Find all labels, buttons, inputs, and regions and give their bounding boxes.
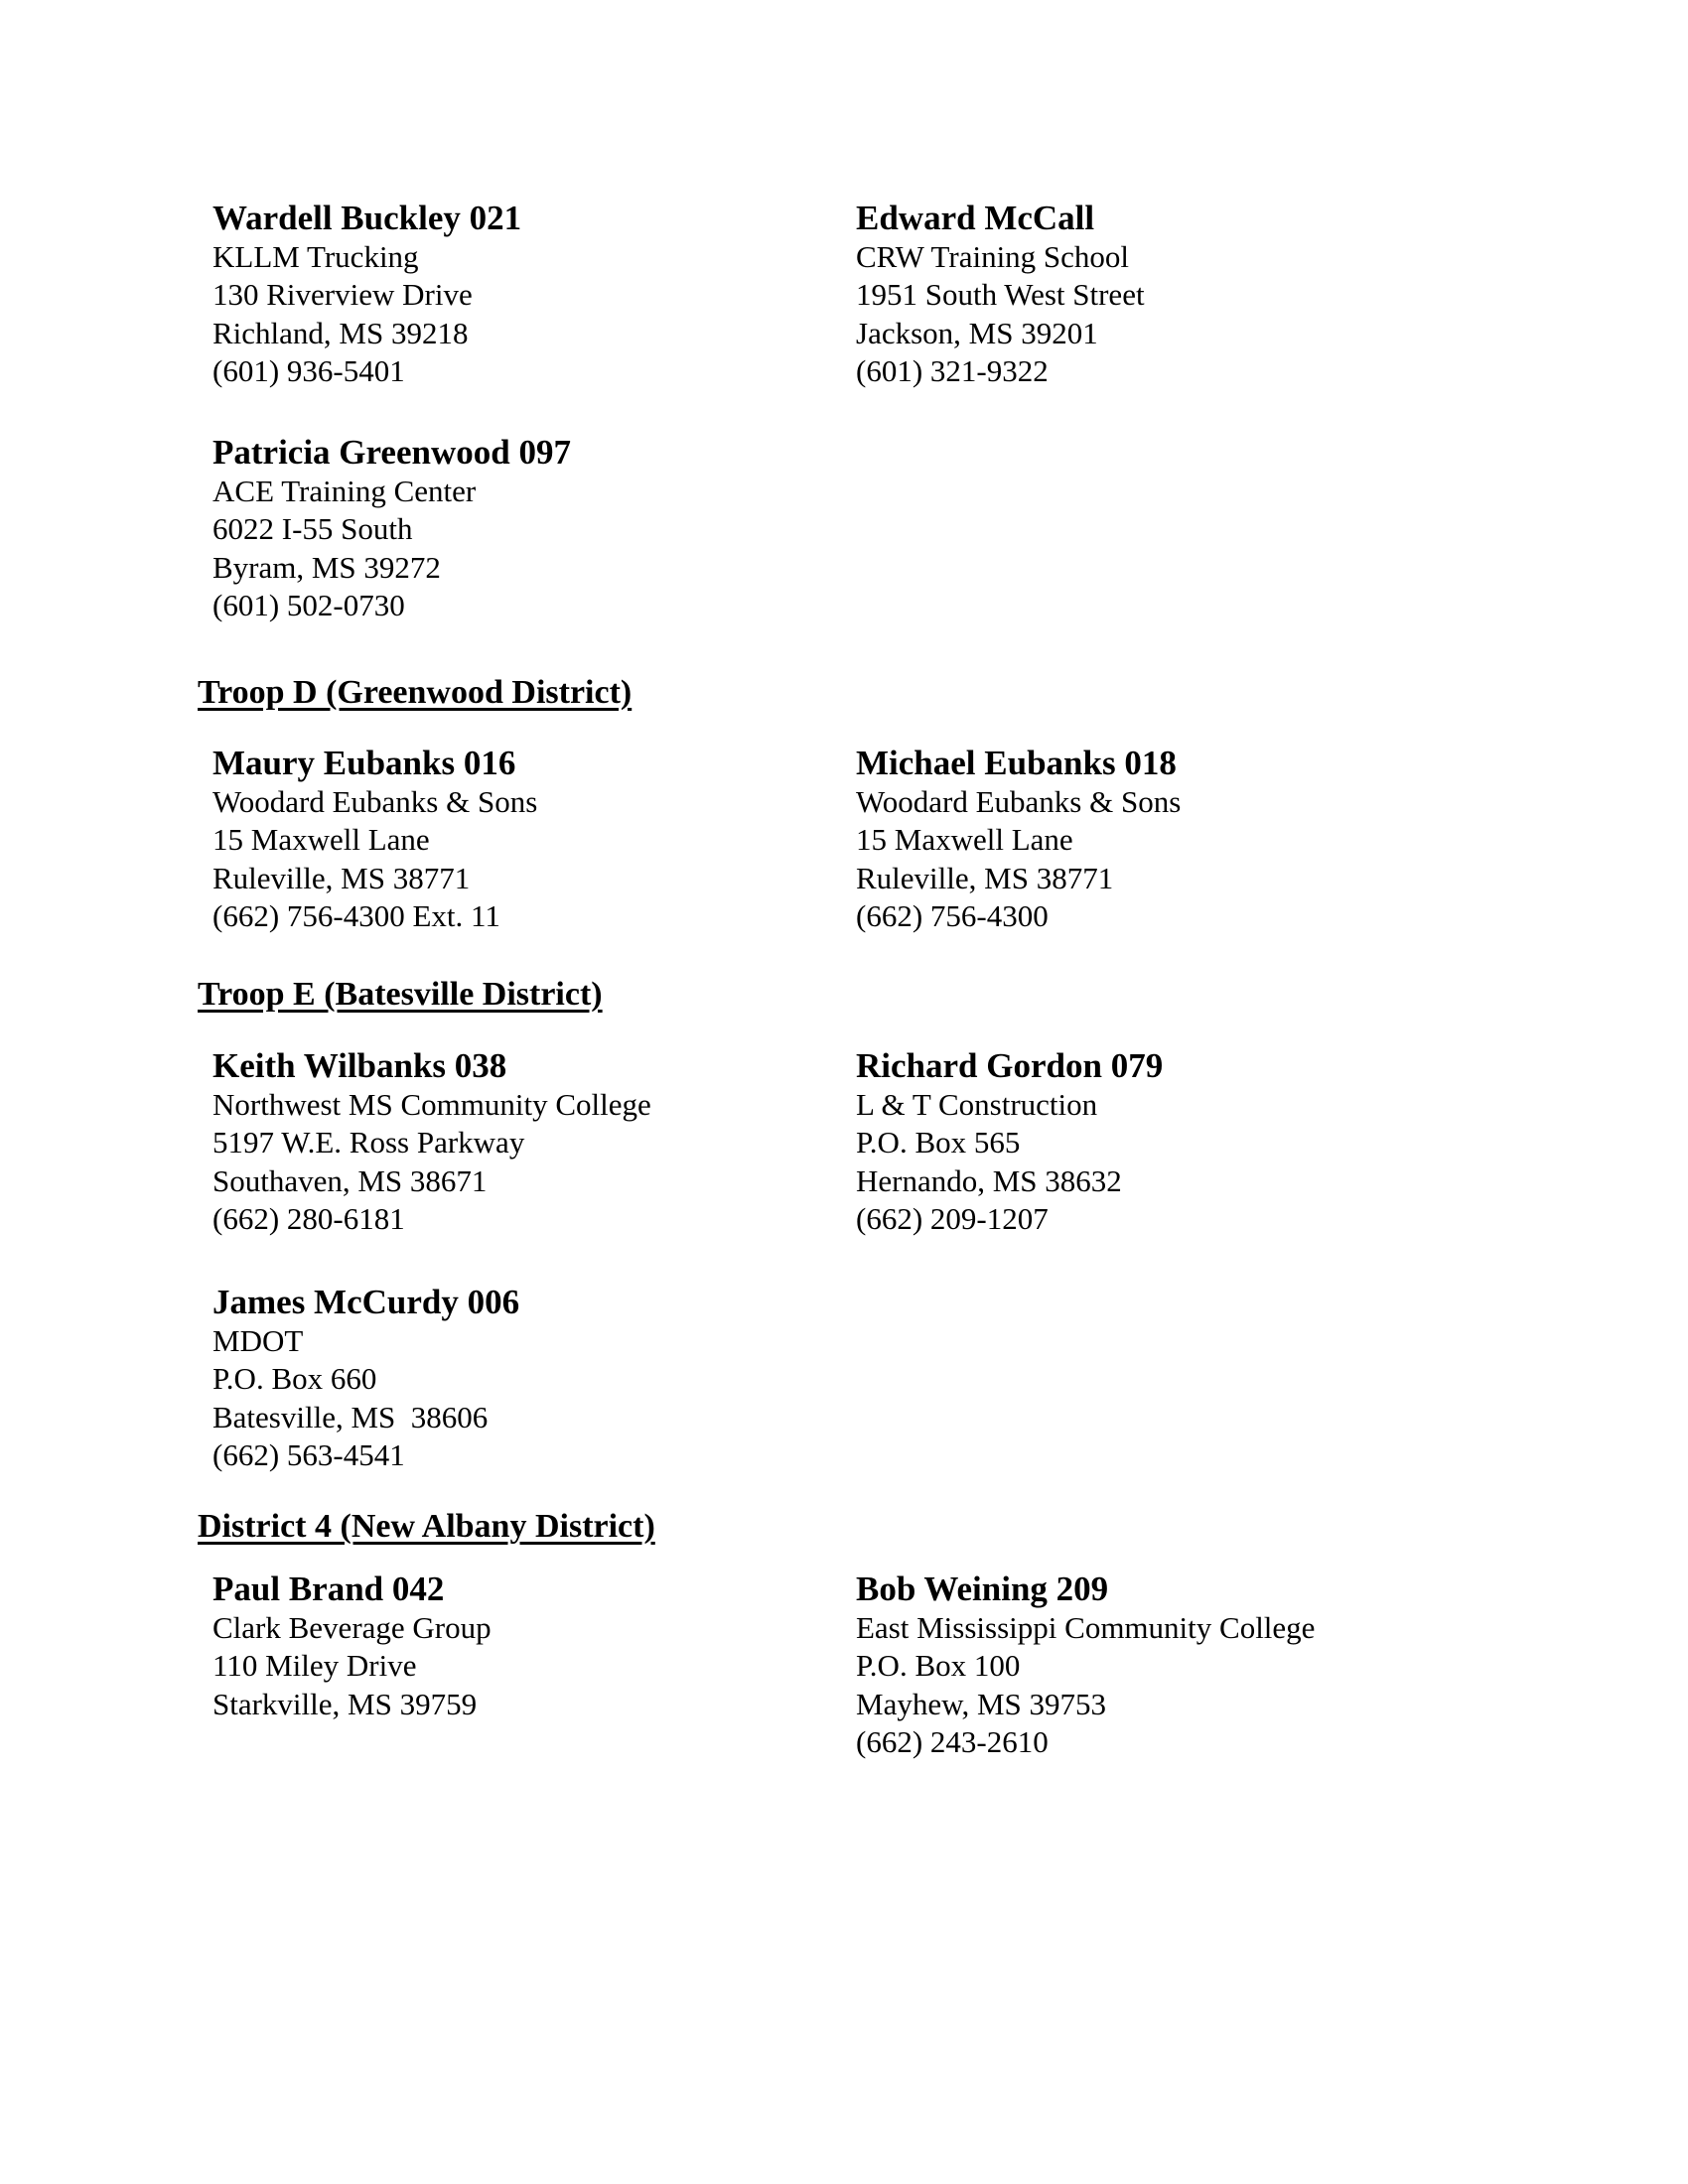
contact-name: James McCurdy 006 [212,1283,520,1321]
contact-phone: (662) 563-4541 [212,1436,405,1472]
contact-name: Wardell Buckley 021 [212,199,522,237]
contact-name: Keith Wilbanks 038 [212,1046,507,1085]
contact-name: Bob Weining 209 [856,1570,1109,1608]
contact-entry-michael-eubanks [856,744,1472,935]
contact-city-state-zip: Richland, MS 39218 [212,315,469,350]
contact-name: Patricia Greenwood 097 [212,433,571,472]
section-heading-troop-d: Troop D (Greenwood District) [198,674,633,711]
contact-street: P.O. Box 565 [856,1125,1021,1160]
contact-organization: Woodard Eubanks & Sons [212,784,538,819]
contact-organization: L & T Construction [856,1087,1098,1122]
contact-name: Edward McCall [856,199,1095,237]
contact-entry-richard-gordon [856,1046,1472,1238]
section-heading-district-4: District 4 (New Albany District) [198,1508,655,1545]
contact-organization: Clark Beverage Group [212,1610,492,1645]
contact-street: P.O. Box 100 [856,1648,1021,1684]
contact-city-state-zip: Ruleville, MS 38771 [212,860,471,895]
contact-name: Paul Brand 042 [212,1570,445,1608]
contact-phone: (662) 756-4300 Ext. 11 [212,897,500,933]
contact-street: 110 Miley Drive [212,1648,417,1684]
contact-phone: (662) 280-6181 [212,1200,405,1236]
contact-organization: ACE Training Center [212,474,477,508]
contact-name: Richard Gordon 079 [856,1046,1164,1085]
contact-street: 6022 I-55 South [212,511,413,547]
contact-organization: Northwest MS Community College [212,1087,651,1122]
contact-phone: (662) 243-2610 [856,1723,1049,1759]
contact-organization: KLLM Trucking [212,239,419,274]
contact-name: Maury Eubanks 016 [212,744,516,782]
contact-organization: Woodard Eubanks & Sons [856,784,1182,819]
contact-phone: (601) 502-0730 [212,587,405,622]
contact-entry-keith-wilbanks [212,1046,828,1238]
contact-organization: MDOT [212,1323,304,1358]
contact-street: 15 Maxwell Lane [212,822,430,858]
contact-phone: (601) 936-5401 [212,352,405,388]
contact-city-state-zip: Hernando, MS 38632 [856,1162,1122,1198]
contact-phone: (662) 209-1207 [856,1200,1049,1236]
contact-city-state-zip: Jackson, MS 39201 [856,315,1098,350]
contact-street: 15 Maxwell Lane [856,822,1073,858]
contact-city-state-zip: Byram, MS 39272 [212,549,441,585]
contact-street: 130 Riverview Drive [212,277,473,313]
contact-name: Michael Eubanks 018 [856,744,1177,782]
contact-entry-paul-brand [212,1570,828,1723]
contact-street: P.O. Box 660 [212,1361,377,1397]
contact-city-state-zip: Mayhew, MS 39753 [856,1686,1107,1721]
contact-entry-patricia-greenwood [212,433,828,624]
contact-organization: East Mississippi Community College [856,1610,1316,1645]
contact-entry-edward-mccall [856,199,1472,390]
contact-entry-wardell-buckley [212,199,828,390]
contact-street: 1951 South West Street [856,277,1145,313]
contact-organization: CRW Training School [856,239,1130,274]
contact-city-state-zip: Ruleville, MS 38771 [856,860,1114,895]
contact-city-state-zip: Southaven, MS 38671 [212,1162,488,1198]
section-heading-troop-e: Troop E (Batesville District) [198,976,603,1013]
contact-phone: (601) 321-9322 [856,352,1049,388]
contact-city-state-zip: Starkville, MS 39759 [212,1686,478,1721]
contact-city-state-zip: Batesville, MS 38606 [212,1399,489,1434]
contact-entry-bob-weining [856,1570,1472,1761]
contact-entry-maury-eubanks [212,744,828,935]
contact-phone: (662) 756-4300 [856,897,1049,933]
contact-entry-james-mccurdy [212,1283,828,1474]
contact-street: 5197 W.E. Ross Parkway [212,1125,525,1160]
